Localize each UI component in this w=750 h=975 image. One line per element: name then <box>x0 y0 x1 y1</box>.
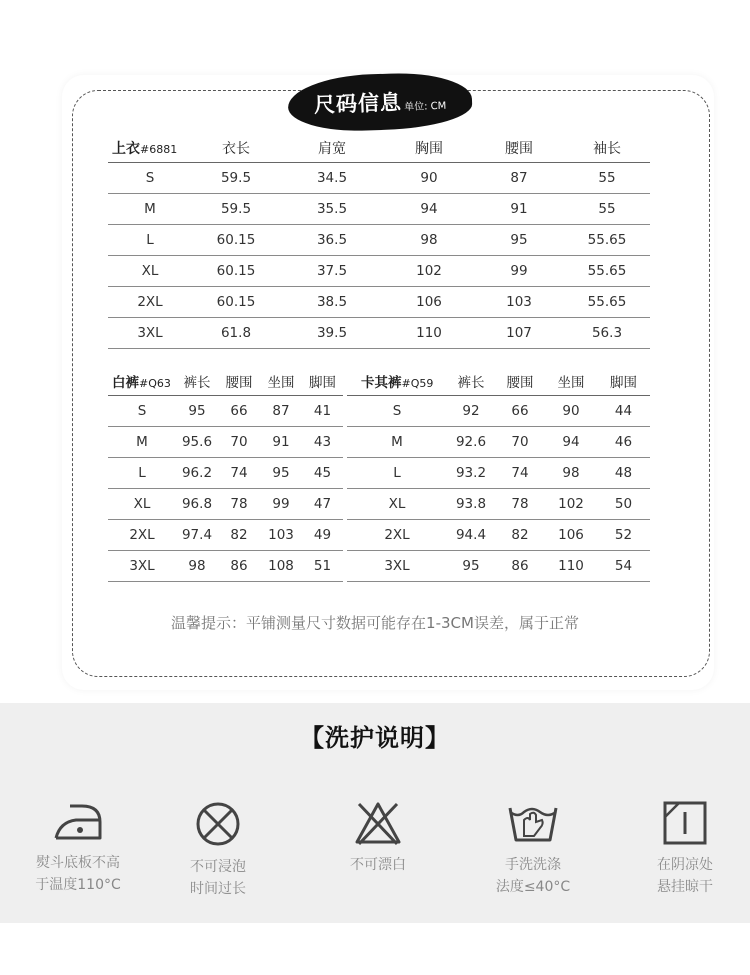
table-header-row <box>108 367 343 395</box>
measurement-cell: 50 <box>597 488 650 519</box>
measurement-cell: 48 <box>597 457 650 488</box>
measurement-cell: 90 <box>384 162 474 193</box>
measurement-cell: 56.3 <box>564 317 650 348</box>
measurement-cell: 98 <box>545 457 597 488</box>
table-row <box>108 224 650 255</box>
measurement-cell: 94 <box>545 426 597 457</box>
measurement-cell: 74 <box>218 457 260 488</box>
measurement-cell: 55.65 <box>564 286 650 317</box>
measurement-cell: 92 <box>447 395 495 426</box>
measurement-cell: 36.5 <box>280 224 384 255</box>
measurement-cell: 66 <box>218 395 260 426</box>
size-label-cell: 2XL <box>347 519 447 550</box>
size-label-cell: 3XL <box>347 550 447 581</box>
table-row <box>347 519 650 550</box>
top-table-name: 上衣#6881 <box>108 134 192 162</box>
measurement-cell: 35.5 <box>280 193 384 224</box>
measurement-cell: 34.5 <box>280 162 384 193</box>
measurement-cell: 95.6 <box>176 426 218 457</box>
size-label-cell: L <box>108 224 192 255</box>
care-label-line1: 手洗洗涤 <box>505 857 561 873</box>
size-label-cell: XL <box>108 255 192 286</box>
measurement-cell: 38.5 <box>280 286 384 317</box>
table-row <box>347 426 650 457</box>
column-header: 坐围 <box>260 367 302 395</box>
table-header-row <box>108 134 650 162</box>
size-label-cell: M <box>347 426 447 457</box>
measurement-cell: 44 <box>597 395 650 426</box>
measurement-cell: 46 <box>597 426 650 457</box>
measurement-cell: 95 <box>260 457 302 488</box>
size-label-cell: 3XL <box>108 550 176 581</box>
measurement-cell: 82 <box>495 519 545 550</box>
measurement-cell: 106 <box>384 286 474 317</box>
measurement-cell: 54 <box>597 550 650 581</box>
measurement-cell: 59.5 <box>192 162 280 193</box>
size-label-cell: S <box>108 395 176 426</box>
measurement-cell: 102 <box>545 488 597 519</box>
size-label-cell: 2XL <box>108 286 192 317</box>
size-unit: 单位: CM <box>403 100 447 113</box>
care-item-shade-dry <box>620 800 750 898</box>
measurement-cell: 78 <box>218 488 260 519</box>
measurement-cell: 93.2 <box>447 457 495 488</box>
column-header: 脚围 <box>302 367 343 395</box>
table-row <box>347 488 650 519</box>
table-row <box>108 193 650 224</box>
size-label-cell: L <box>347 457 447 488</box>
measurement-cell: 59.5 <box>192 193 280 224</box>
size-label-cell: XL <box>347 488 447 519</box>
measurement-cell: 95 <box>447 550 495 581</box>
care-item-no-soak <box>153 800 283 900</box>
measurement-cell: 106 <box>545 519 597 550</box>
table-row <box>108 519 343 550</box>
measurement-cell: 99 <box>474 255 564 286</box>
size-label-cell: 2XL <box>108 519 176 550</box>
size-title: 尺码信息 <box>313 90 403 118</box>
care-label-line1: 熨斗底板不高 <box>36 855 120 871</box>
measurement-cell: 86 <box>218 550 260 581</box>
care-label-line1: 在阴凉处 <box>657 857 713 873</box>
care-label-line2: 时间过长 <box>190 881 246 897</box>
measurement-cell: 97.4 <box>176 519 218 550</box>
measurement-cell: 52 <box>597 519 650 550</box>
measurement-cell: 55.65 <box>564 224 650 255</box>
table-row <box>108 162 650 193</box>
care-title: 【洗护说明】 <box>300 724 450 752</box>
measurement-cell: 51 <box>302 550 343 581</box>
shade-dry-icon <box>662 800 708 846</box>
column-header: 裤长 <box>176 367 218 395</box>
measurement-cell: 103 <box>260 519 302 550</box>
column-header: 袖长 <box>564 134 650 162</box>
measurement-cell: 108 <box>260 550 302 581</box>
table-row <box>108 255 650 286</box>
measurement-cell: 61.8 <box>192 317 280 348</box>
measurement-cell: 49 <box>302 519 343 550</box>
care-item-no-bleach <box>313 800 443 876</box>
no-bleach-icon <box>353 800 403 846</box>
table-row <box>108 426 343 457</box>
iron-icon <box>50 800 106 844</box>
measurement-cell: 103 <box>474 286 564 317</box>
measurement-cell: 102 <box>384 255 474 286</box>
column-header: 腰围 <box>218 367 260 395</box>
khaki-pants-size-table <box>347 367 650 582</box>
measurement-tip: 温馨提示：平铺测量尺寸数据可能存在1-3CM误差，属于正常 <box>171 614 579 632</box>
measurement-cell: 87 <box>474 162 564 193</box>
measurement-cell: 93.8 <box>447 488 495 519</box>
column-header: 衣长 <box>192 134 280 162</box>
size-label-cell: M <box>108 193 192 224</box>
column-header: 腰围 <box>474 134 564 162</box>
measurement-cell: 90 <box>545 395 597 426</box>
measurement-cell: 41 <box>302 395 343 426</box>
column-header: 胸围 <box>384 134 474 162</box>
measurement-cell: 55 <box>564 193 650 224</box>
column-header: 腰围 <box>495 367 545 395</box>
column-header: 坐围 <box>545 367 597 395</box>
hand-wash-icon <box>506 800 560 846</box>
measurement-cell: 60.15 <box>192 224 280 255</box>
size-label-cell: L <box>108 457 176 488</box>
table-row <box>347 395 650 426</box>
measurement-cell: 66 <box>495 395 545 426</box>
measurement-cell: 91 <box>260 426 302 457</box>
measurement-cell: 92.6 <box>447 426 495 457</box>
care-item-iron <box>13 800 143 896</box>
measurement-cell: 82 <box>218 519 260 550</box>
table-row <box>108 395 343 426</box>
size-label-cell: S <box>108 162 192 193</box>
measurement-cell: 86 <box>495 550 545 581</box>
measurement-cell: 95 <box>474 224 564 255</box>
no-soak-icon <box>193 800 243 848</box>
measurement-cell: 47 <box>302 488 343 519</box>
table-row <box>347 457 650 488</box>
table-row <box>347 550 650 581</box>
care-label-line2: 于温度110°C <box>35 877 121 893</box>
measurement-cell: 110 <box>384 317 474 348</box>
measurement-cell: 110 <box>545 550 597 581</box>
measurement-cell: 98 <box>384 224 474 255</box>
measurement-cell: 74 <box>495 457 545 488</box>
care-label-line2: 法度≤40°C <box>495 879 571 895</box>
column-header: 肩宽 <box>280 134 384 162</box>
measurement-cell: 94 <box>384 193 474 224</box>
care-item-hand-wash <box>468 800 598 898</box>
measurement-cell: 37.5 <box>280 255 384 286</box>
size-label-cell: S <box>347 395 447 426</box>
size-label-cell: M <box>108 426 176 457</box>
measurement-cell: 39.5 <box>280 317 384 348</box>
white-pants-table-name: 白裤#Q63 <box>108 367 176 395</box>
size-label-cell: 3XL <box>108 317 192 348</box>
measurement-cell: 96.2 <box>176 457 218 488</box>
measurement-cell: 45 <box>302 457 343 488</box>
measurement-cell: 70 <box>495 426 545 457</box>
measurement-cell: 98 <box>176 550 218 581</box>
measurement-cell: 94.4 <box>447 519 495 550</box>
care-section <box>0 703 750 923</box>
khaki-pants-table-name: 卡其裤#Q59 <box>347 367 447 395</box>
measurement-cell: 60.15 <box>192 286 280 317</box>
column-header: 脚围 <box>597 367 650 395</box>
measurement-cell: 55 <box>564 162 650 193</box>
table-row <box>108 286 650 317</box>
table-row <box>108 488 343 519</box>
measurement-cell: 43 <box>302 426 343 457</box>
table-row <box>108 317 650 348</box>
measurement-cell: 107 <box>474 317 564 348</box>
measurement-cell: 99 <box>260 488 302 519</box>
table-row <box>108 550 343 581</box>
column-header: 裤长 <box>447 367 495 395</box>
size-label-cell: XL <box>108 488 176 519</box>
care-label-line1: 不可漂白 <box>350 857 406 873</box>
care-label-line2: 悬挂晾干 <box>657 879 713 895</box>
care-label-line1: 不可浸泡 <box>190 859 246 875</box>
measurement-cell: 78 <box>495 488 545 519</box>
measurement-cell: 70 <box>218 426 260 457</box>
top-size-table <box>108 134 650 349</box>
white-pants-size-table <box>108 367 343 582</box>
table-header-row <box>347 367 650 395</box>
measurement-cell: 60.15 <box>192 255 280 286</box>
table-row <box>108 457 343 488</box>
measurement-cell: 55.65 <box>564 255 650 286</box>
measurement-cell: 95 <box>176 395 218 426</box>
measurement-cell: 96.8 <box>176 488 218 519</box>
measurement-cell: 91 <box>474 193 564 224</box>
measurement-cell: 87 <box>260 395 302 426</box>
